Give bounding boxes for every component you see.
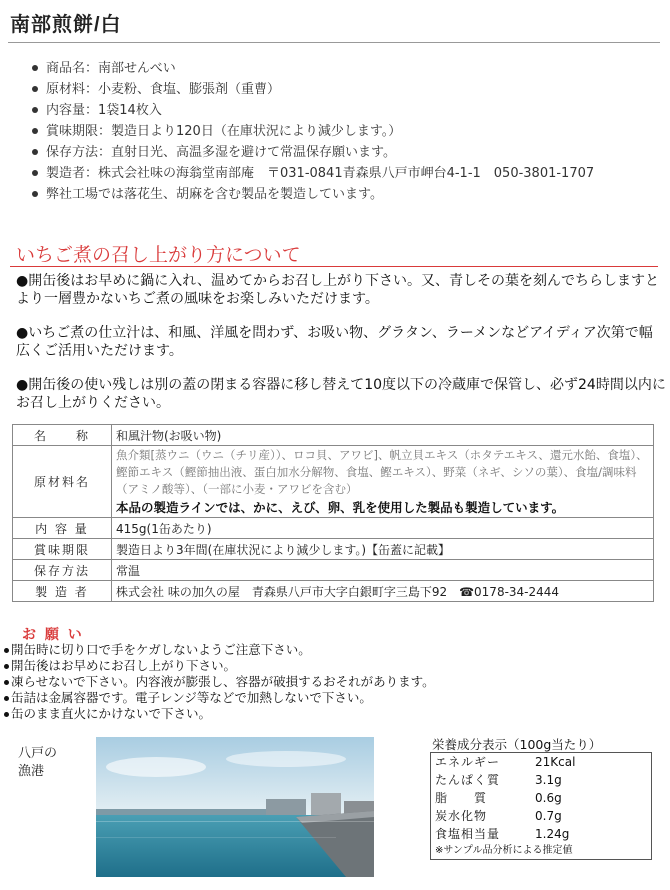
row-value: 株式会社 味の加久の屋 青森県八戸市大字白銀町字三島下92 ☎0178-34-2444 (112, 581, 654, 602)
bullet-icon (4, 648, 9, 653)
notice-item: 缶詰は金属容器です。電子レンジ等などで加熱しないで下さい。 (4, 690, 435, 706)
nutrition-table (430, 752, 652, 860)
table-row (13, 425, 654, 446)
bullet-icon (32, 107, 38, 113)
row-label: 保存方法 (13, 560, 112, 581)
row-label: 製 造 者 (13, 581, 112, 602)
product-info-table (12, 424, 654, 602)
page-title: 南部煎餅/白 (10, 14, 122, 36)
nutrition-title: 栄養成分表示（100g当たり） (432, 737, 602, 752)
howto-divider (10, 266, 658, 267)
bullet-icon (32, 65, 38, 71)
nutrition-footnote: ※サンプル品分析による推定値 (435, 845, 573, 856)
howto-heading: いちご煮の召し上がり方について (16, 244, 301, 266)
howto-paragraph: ●開缶後はお早めに鍋に入れ、温めてからお召し上がり下さい。又、青しその葉を刻んでちらしますとより一層豊かないちご煮の風味をお楽しみいただけます。 (16, 273, 660, 307)
notice-item: 開缶時に切り口で手をケガしないようご注意下さい。 (4, 642, 435, 658)
bullet-icon (32, 170, 38, 176)
bullet-icon (4, 680, 9, 685)
bullet-icon (32, 128, 38, 134)
nutrition-footnote-row (431, 843, 652, 860)
bullet-icon (4, 664, 9, 669)
row-label: 賞味期限 (13, 539, 112, 560)
nutrition-row: 炭水化物 0.7g (435, 809, 562, 823)
row-label: 原材料名 (13, 446, 112, 518)
title-divider (8, 42, 660, 43)
harbor-photo (96, 737, 374, 877)
ingredients-text: 魚介類[蒸ウニ（ウニ（チリ産））、ロコ貝、アワビ]、帆立貝エキス（ホタテエキス、還元水飴、食塩）、鰹節エキス（鰹節抽出液、蛋白加水分解物、食塩、鰹エキス）、野菜（ネギ、シソの葉）、食塩/調味料（アミノ酸等）、（一部に小麦・アワビを含む） (116, 448, 648, 496)
table-row (13, 581, 654, 602)
spec-item: 製造者：株式会社味の海翁堂南部庵 〒031-0841青森県八戸市岬台4-1-1 050-3801-1707 (30, 163, 594, 184)
row-label: 内 容 量 (13, 518, 112, 539)
table-row (13, 518, 654, 539)
notice-item: 凍らせないで下さい。内容液が膨張し、容器が破損するおそれがあります。 (4, 674, 435, 690)
spec-item: 原材料：小麦粉、食塩、膨張剤（重曹） (30, 79, 594, 100)
harbor-image (96, 737, 374, 877)
bullet-icon (4, 712, 9, 717)
spec-item: 内容量：1袋14枚入 (30, 100, 594, 121)
nutrition-row: 食塩相当量 1.24g (435, 827, 570, 841)
notice-heading: お 願 い (22, 627, 84, 643)
bullet-icon (32, 86, 38, 92)
notice-list (4, 642, 435, 722)
nutrition-row: たんぱく質 3.1g (435, 773, 562, 787)
spec-item: 弊社工場では落花生、胡麻を含む製品を製造しています。 (30, 184, 594, 205)
photo-caption-line: 八戸の (18, 746, 58, 761)
howto-paragraph: ●いちご煮の仕立汁は、和風、洋風を問わず、お吸い物、グラタン、ラーメンなどアイディア次第で幅広くご活用いただけます。 (16, 325, 653, 359)
row-label: 名 称 (13, 425, 112, 446)
nutrition-row: エネルギー 21Kcal (435, 755, 576, 769)
spec-list (30, 58, 594, 205)
photo-caption-line: 漁港 (18, 764, 45, 779)
row-value: 常温 (112, 560, 654, 581)
allergen-note: 本品の製造ラインでは、かに、えび、卵、乳を使用した製品も製造しています。 (116, 500, 565, 515)
bullet-icon (32, 149, 38, 155)
row-value: 和風汁物(お吸い物) (112, 425, 654, 446)
notice-item: 缶のまま直火にかけないで下さい。 (4, 706, 435, 722)
howto-paragraph: ●開缶後の使い残しは別の蓋の閉まる容器に移し替えて10度以下の冷蔵庫で保管し、必ず24時間以内にお召し上がりください。 (16, 377, 666, 411)
row-value: 製造日より3年間(在庫状況により減少します。)【缶蓋に記載】 (112, 539, 654, 560)
spec-item: 保存方法：直射日光、高温多湿を避けて常温保存願います。 (30, 142, 594, 163)
table-row (13, 560, 654, 581)
bullet-icon (4, 696, 9, 701)
spec-item: 賞味期限：製造日より120日（在庫状況により減少します。） (30, 121, 594, 142)
row-value: 415g(1缶あたり) (112, 518, 654, 539)
table-row (13, 446, 654, 518)
table-row (13, 539, 654, 560)
bullet-icon (32, 191, 38, 197)
nutrition-row: 脂 質 0.6g (435, 791, 562, 805)
spec-item: 商品名：南部せんべい (30, 58, 594, 79)
notice-item: 開缶後はお早めにお召し上がり下さい。 (4, 658, 435, 674)
